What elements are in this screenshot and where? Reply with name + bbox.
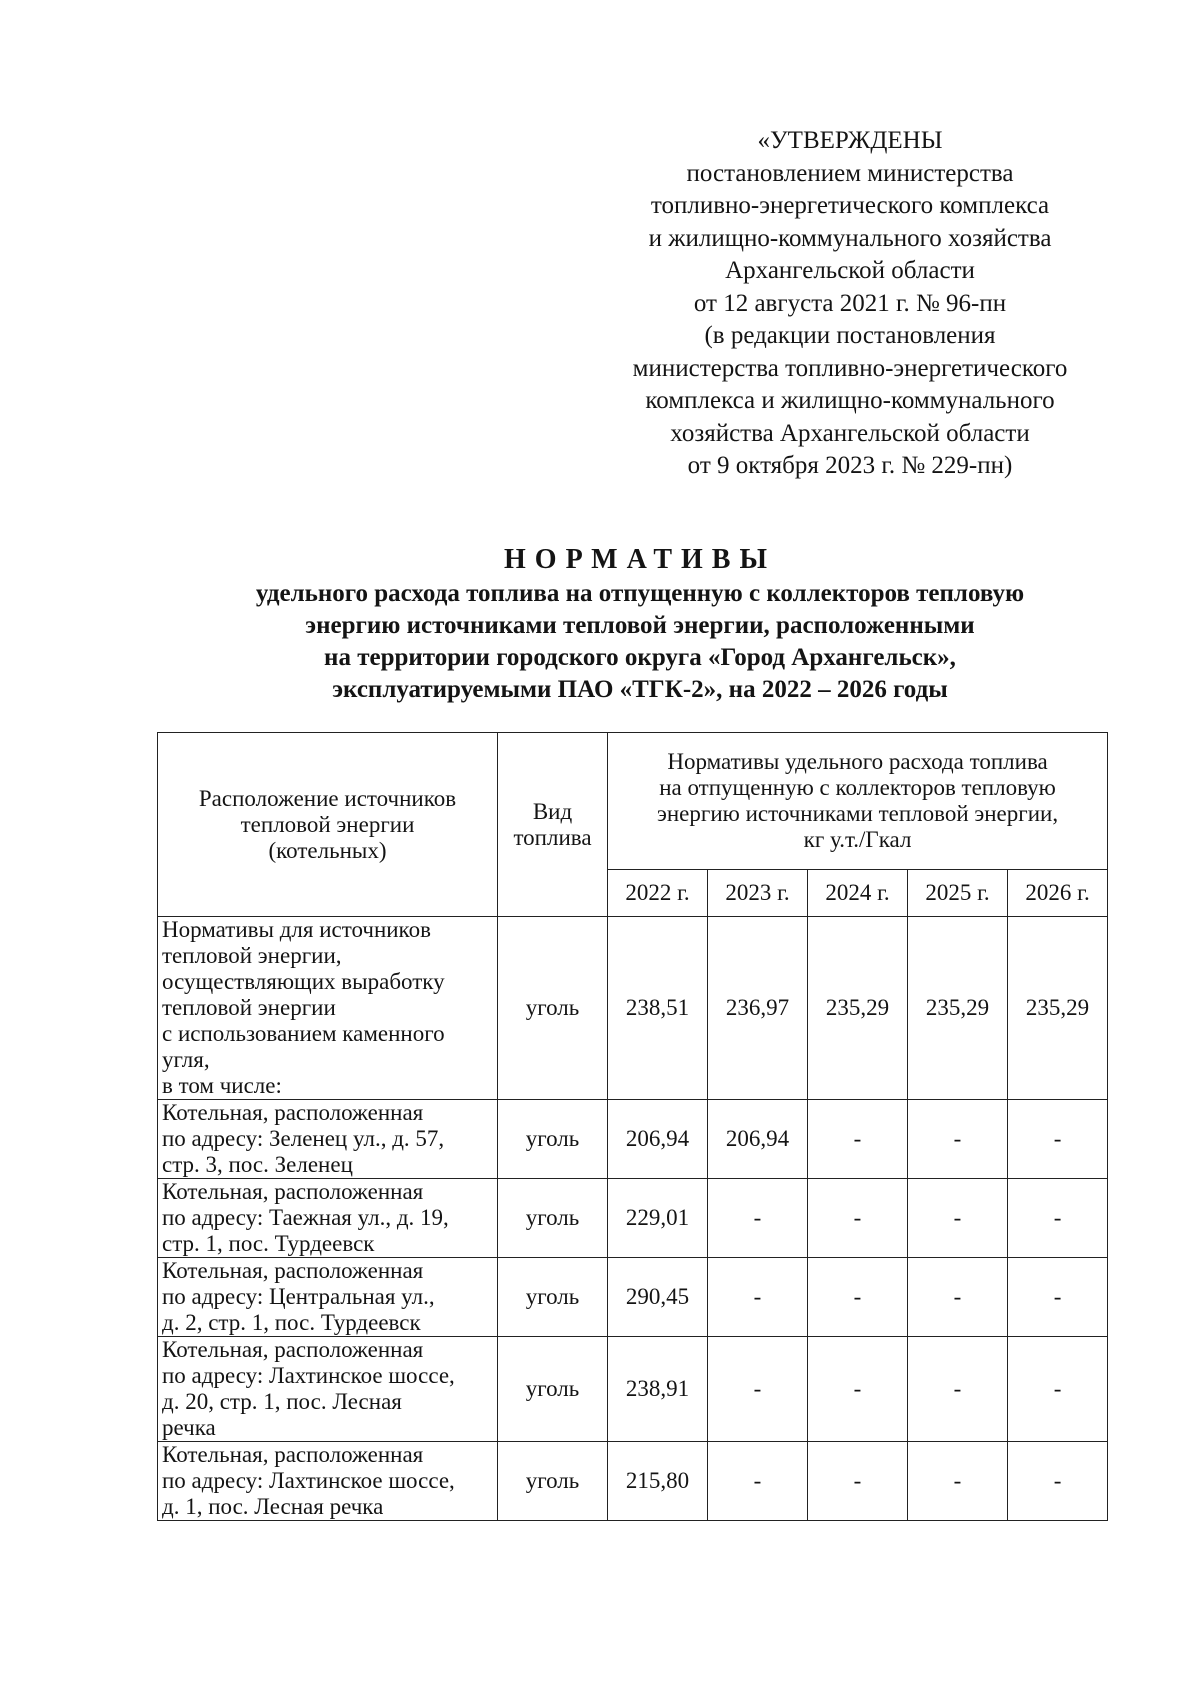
cell-location (158, 917, 498, 1100)
table-row (158, 1179, 1108, 1258)
location-line: Котельная, расположенная (162, 1100, 424, 1125)
location-line: д. 1, пос. Лесная речка (162, 1494, 384, 1519)
cell-fuel: уголь (498, 1442, 608, 1521)
cell-fuel: уголь (498, 1258, 608, 1337)
subtitle-line: энергию источниками тепловой энергии, расположенными (305, 612, 975, 639)
subtitle-line: на территории городского округа «Город Архангельск», (324, 644, 956, 671)
cell-value: 215,80 (608, 1442, 708, 1521)
header-fuel-line: Вид (532, 798, 573, 824)
header-fuel-line: топлива (513, 824, 592, 850)
cell-fuel: уголь (498, 1337, 608, 1442)
approval-stamp (590, 125, 1110, 483)
location-line: д. 2, стр. 1, пос. Турдеевск (162, 1310, 421, 1335)
table-body (158, 917, 1108, 1521)
cell-location (158, 1442, 498, 1521)
approval-line: Архангельской области (725, 257, 975, 284)
location-line: стр. 1, пос. Турдеевск (162, 1231, 375, 1256)
location-line: речка (162, 1415, 216, 1440)
table-row (158, 1258, 1108, 1337)
location-line: по адресу: Таежная ул., д. 19, (162, 1205, 449, 1230)
title-subtitle (120, 578, 1160, 706)
document-title (120, 542, 1160, 706)
cell-value: - (808, 1442, 908, 1521)
location-line: по адресу: Зеленец ул., д. 57, (162, 1126, 445, 1151)
table-row (158, 1100, 1108, 1179)
header-norms-group (608, 733, 1108, 870)
cell-value: 235,29 (1008, 917, 1108, 1100)
approval-line: комплекса и жилищно-коммунального (645, 387, 1055, 414)
cell-value: 235,29 (808, 917, 908, 1100)
cell-value: - (708, 1337, 808, 1442)
location-line: Нормативы для источников (162, 917, 431, 942)
cell-location (158, 1100, 498, 1179)
cell-value: - (808, 1100, 908, 1179)
cell-value: 235,29 (908, 917, 1008, 1100)
header-location-line: (котельных) (268, 837, 387, 863)
approval-line: (в редакции постановления (704, 322, 996, 349)
location-line: д. 20, стр. 1, пос. Лесная (162, 1389, 402, 1414)
header-location (158, 733, 498, 917)
location-line: Котельная, расположенная (162, 1337, 424, 1362)
cell-fuel: уголь (498, 1100, 608, 1179)
location-line: по адресу: Лахтинское шоссе, (162, 1468, 455, 1493)
cell-value: 290,45 (608, 1258, 708, 1337)
cell-value: 238,51 (608, 917, 708, 1100)
header-group-line: на отпущенную с коллекторов тепловую (659, 775, 1056, 800)
header-group-line: Нормативы удельного расхода топлива (667, 749, 1048, 774)
subtitle-line: эксплуатируемыми ПАО «ТГК-2», на 2022 – 2026 годы (332, 676, 948, 703)
location-line: Котельная, расположенная (162, 1179, 424, 1204)
cell-value: - (708, 1179, 808, 1258)
cell-value: 206,94 (708, 1100, 808, 1179)
location-line: в том числе: (162, 1073, 282, 1098)
cell-value: - (908, 1442, 1008, 1521)
header-year: 2024 г. (808, 870, 908, 917)
cell-value: 236,97 (708, 917, 808, 1100)
cell-value: - (908, 1337, 1008, 1442)
header-year: 2023 г. (708, 870, 808, 917)
approval-line: «УТВЕРЖДЕНЫ (757, 127, 943, 154)
norms-table (157, 732, 1108, 1521)
title-main: НОРМАТИВЫ (504, 544, 776, 575)
location-line: Котельная, расположенная (162, 1258, 424, 1283)
cell-location (158, 1179, 498, 1258)
cell-value: - (1008, 1100, 1108, 1179)
table-row (158, 1337, 1108, 1442)
cell-fuel: уголь (498, 917, 608, 1100)
header-year: 2026 г. (1008, 870, 1108, 917)
header-group-line: кг у.т./Гкал (803, 827, 912, 852)
cell-value: - (708, 1258, 808, 1337)
table-row (158, 1442, 1108, 1521)
location-line: по адресу: Центральная ул., (162, 1284, 435, 1309)
cell-value: - (708, 1442, 808, 1521)
location-line: осуществляющих выработку (162, 969, 445, 994)
cell-value: 229,01 (608, 1179, 708, 1258)
approval-line: хозяйства Архангельской области (670, 419, 1030, 447)
cell-value: - (908, 1100, 1008, 1179)
cell-value: - (1008, 1337, 1108, 1442)
cell-value: - (1008, 1179, 1108, 1258)
location-line: тепловой энергии, (162, 943, 342, 968)
approval-line: топливно-энергетического комплекса (650, 192, 1050, 219)
cell-value: 238,91 (608, 1337, 708, 1442)
cell-value: 206,94 (608, 1100, 708, 1179)
location-line: с использованием каменного (162, 1021, 445, 1046)
table-row (158, 917, 1108, 1100)
location-line: угля, (162, 1047, 210, 1072)
location-line: стр. 3, пос. Зеленец (162, 1152, 353, 1177)
header-location-line: тепловой энергии (240, 811, 415, 837)
location-line: Котельная, расположенная (162, 1442, 424, 1467)
cell-location (158, 1258, 498, 1337)
header-year: 2022 г. (608, 870, 708, 917)
cell-value: - (808, 1258, 908, 1337)
approval-line: постановлением министерства (686, 159, 1014, 187)
cell-value: - (1008, 1258, 1108, 1337)
cell-value: - (808, 1337, 908, 1442)
cell-value: - (908, 1258, 1008, 1337)
cell-fuel: уголь (498, 1179, 608, 1258)
approval-line: и жилищно-коммунального хозяйства (648, 224, 1052, 252)
header-group-line: энергию источниками тепловой энергии, (657, 801, 1059, 826)
header-location-line: Расположение источников (198, 785, 457, 811)
location-line: по адресу: Лахтинское шоссе, (162, 1363, 455, 1388)
cell-value: - (908, 1179, 1008, 1258)
subtitle-line: удельного расхода топлива на отпущенную с коллекторов тепловую (255, 580, 1025, 607)
cell-location (158, 1337, 498, 1442)
header-year: 2025 г. (908, 870, 1008, 917)
approval-line: от 9 октября 2023 г. № 229-пн) (687, 452, 1013, 479)
approval-line: от 12 августа 2021 г. № 96-пн (693, 289, 1007, 317)
cell-value: - (808, 1179, 908, 1258)
header-fuel (498, 733, 608, 917)
approval-line: министерства топливно-энергетического (632, 354, 1068, 382)
cell-value: - (1008, 1442, 1108, 1521)
location-line: тепловой энергии (162, 995, 336, 1020)
